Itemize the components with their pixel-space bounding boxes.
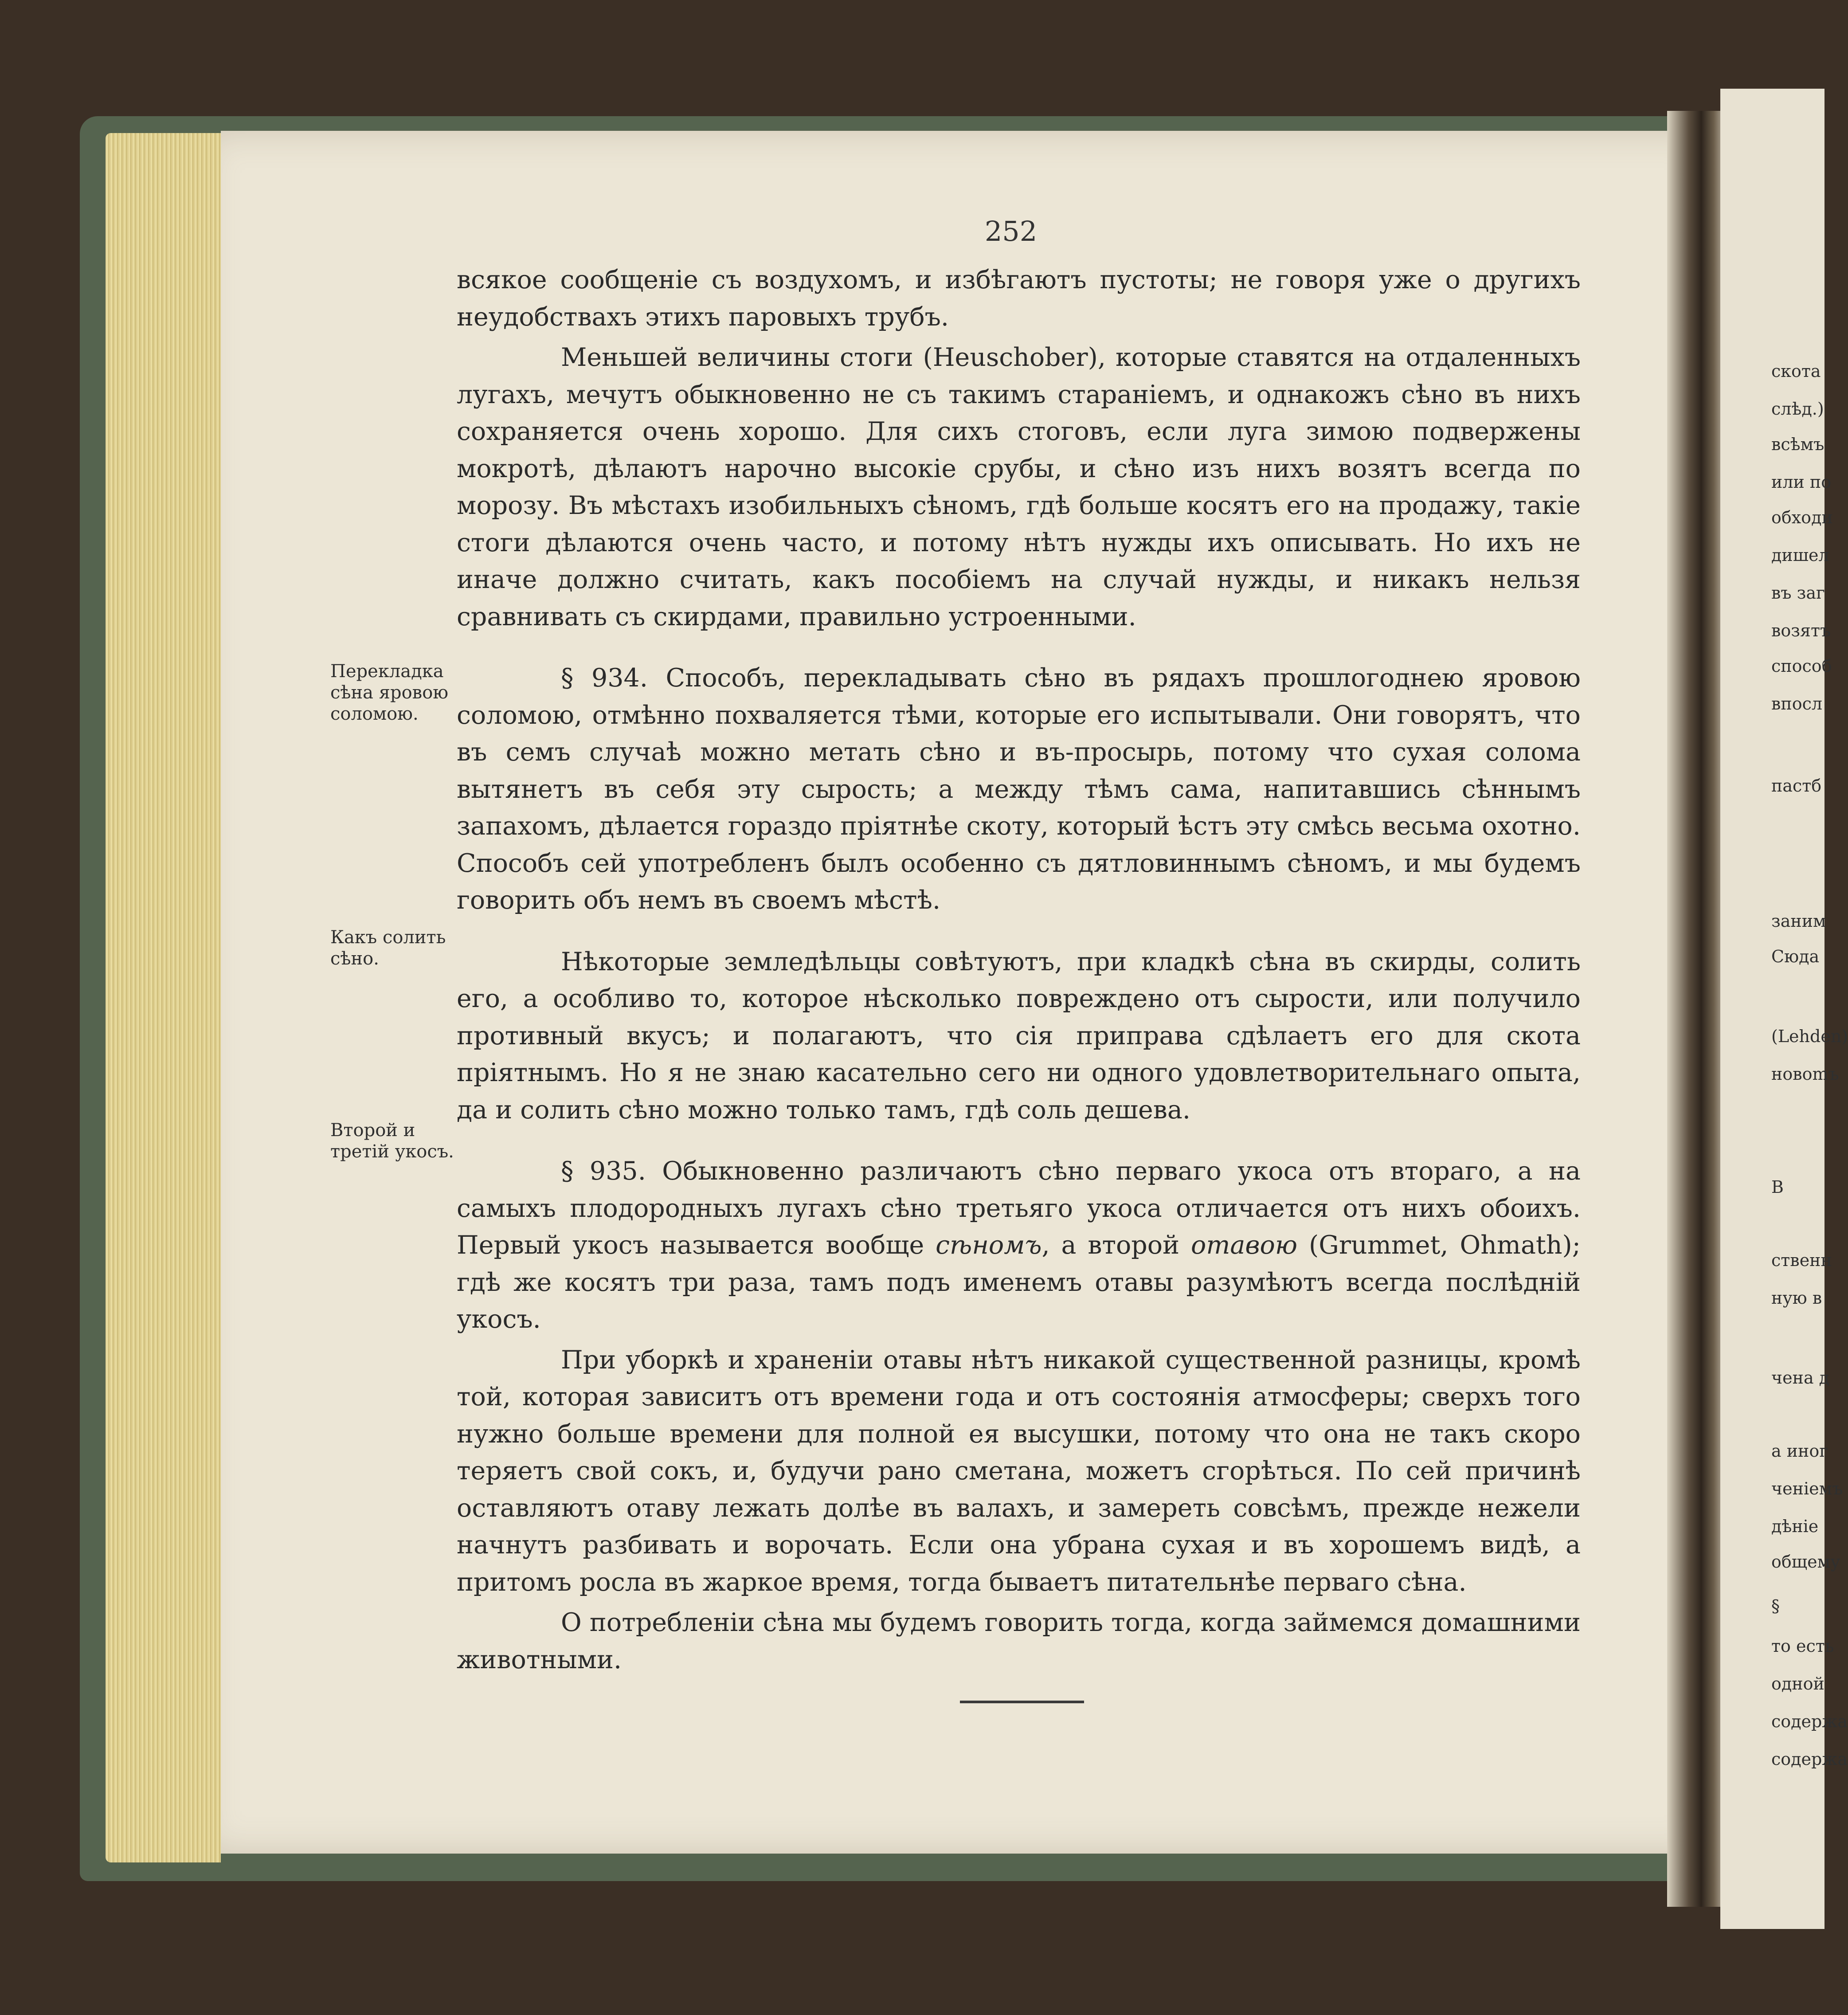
paragraph-934: § 934. Способъ, перекладывать сѣно въ рядахъ прошлогоднею яровою соломою, отмѣнно похваляется тѣми, которые его испытывали. Они говорятъ, что въ семъ случаѣ можно метать сѣно и въ-просырь, потому что сухая солома вытянетъ въ себя эту сырость; а между тѣмъ сама, напитавшись сѣннымъ запахомъ, дѣлается гораздо прiятнѣе скоту, который ѣстъ эту смѣсь весьма охотно. Способъ сей употребленъ былъ особенно съ дятловиннымъ сѣномъ, и мы будемъ говорить объ немъ въ своемъ мѣстѣ. bbox=[457, 663, 1581, 915]
page-number: 252 bbox=[984, 215, 1038, 247]
paragraph-935-part2: , а второй bbox=[1041, 1231, 1180, 1260]
facing-fragment: ственн bbox=[1771, 1251, 1832, 1270]
page-edges bbox=[106, 133, 221, 1862]
facing-fragment: дѣнiе bbox=[1771, 1517, 1819, 1536]
facing-fragment: въ заг bbox=[1771, 583, 1825, 603]
end-rule bbox=[960, 1701, 1084, 1703]
facing-fragment: слѣд.) bbox=[1771, 399, 1824, 419]
paragraph-continuation: всякое сообщенiе съ воздухомъ, и избѣгаютъ пустоты; не говоря уже о другихъ неудобствахъ этихъ паровыхъ трубъ. bbox=[457, 265, 1581, 332]
paragraph-heuschober: Меньшей величины стоги (Heuschober), которые ставятся на отдаленныхъ лугахъ, мечутъ обыкновенно не съ такимъ старанiемъ, и однакожъ сѣно въ нихъ сохраняется очень хорошо. Для сихъ стоговъ, если луга зимою подвержены мокротѣ, дѣлаютъ нарочно высокiе срубы, и сѣно изъ нихъ возятъ всегда по морозу. Въ мѣстахъ изобильныхъ сѣномъ, гдѣ больше косятъ его на продажу, такiе стоги дѣлаются очень часто, и потому нѣтъ нужды ихъ описывать. Но ихъ не иначе должно считать, какъ пособiемъ на случай нужды, и никакъ нельзя сравнивать съ скирдами, правильно устроенными. bbox=[457, 343, 1581, 631]
term-otava: отавою bbox=[1191, 1231, 1298, 1260]
paragraph-conclusion: О потребленiи сѣна мы будемъ говорить тогда, когда займемся домашними животными. bbox=[457, 1608, 1581, 1674]
facing-fragment: всѣмъ bbox=[1771, 435, 1825, 454]
facing-fragment: пастб bbox=[1771, 776, 1822, 796]
facing-fragment: новоmъ bbox=[1771, 1064, 1839, 1084]
facing-fragment: а иног bbox=[1771, 1441, 1828, 1461]
facing-fragment: способ bbox=[1771, 656, 1832, 676]
facing-fragment: ченiемъ bbox=[1771, 1479, 1843, 1498]
facing-fragment: обходи bbox=[1771, 508, 1833, 527]
paragraph-otava: При уборкѣ и храненiи отавы нѣтъ никакой существенной разницы, кромѣ той, которая зависитъ отъ времени года и отъ состоянiя атмосферы; сверхъ того нужно больше времени для полной ея высушки, потому что она не такъ скоро теряетъ свой сокъ, и, будучи рано сметана, можетъ сгорѣться. По сей причинѣ оставляютъ отаву лежать долѣе въ валахъ, и замерeть совсѣмъ, прежде нежели начнутъ разбивать и ворочать. Если она убрана сухая и въ хорошемъ видѣ, а притомъ росла въ жаркое время, тогда бываетъ питательнѣе перваго сѣна. bbox=[457, 1345, 1581, 1597]
main-text bbox=[457, 262, 1581, 1678]
facing-fragment: содержа bbox=[1771, 1712, 1848, 1731]
term-seno: сѣномъ bbox=[936, 1231, 1042, 1260]
sidenote-straw: Перекладка сѣна яровою соломою. bbox=[330, 661, 449, 724]
facing-fragment: или по bbox=[1771, 472, 1832, 492]
facing-fragment: впосл bbox=[1771, 694, 1823, 713]
facing-fragment: § bbox=[1771, 1596, 1780, 1616]
sidenote-second-cut: Второй и третiй укосъ. bbox=[330, 1120, 454, 1162]
paragraph-935-part3: (Grummet, Ohmath); гдѣ же косятъ три раза, тамъ подъ именемъ отавы разумѣютъ всегда послѣднiй укосъ. bbox=[457, 1231, 1581, 1334]
facing-fragment: то есть bbox=[1771, 1636, 1834, 1656]
facing-fragment: заним bbox=[1771, 911, 1826, 931]
sidenote-salting: Какъ солить сѣно. bbox=[330, 927, 446, 969]
facing-fragment: дишел bbox=[1771, 545, 1829, 565]
facing-fragment: В bbox=[1771, 1177, 1784, 1197]
book-gutter bbox=[1667, 111, 1729, 1907]
facing-fragment: возятъ bbox=[1771, 621, 1831, 640]
facing-fragment: ную в bbox=[1771, 1288, 1822, 1308]
facing-fragment: Сюда bbox=[1771, 947, 1820, 966]
paragraph-salting: Нѣкоторые земледѣльцы совѣтуютъ, при кладкѣ сѣна въ скирды, солить его, а особливо то, которое нѣсколько повреждено отъ сырости, или получило противный вкусъ; и полагаютъ, что сiя приправа сдѣлаетъ его для скота прiятнымъ. Но я не знаю касательно сего ни одного удовлетворительнаго опыта, да и солить сѣно можно только тамъ, гдѣ соль дешева. bbox=[457, 947, 1581, 1125]
paragraph-935-part1: § 935. Обыкновенно различаютъ сѣно перваго укоса отъ втораго, а на самыхъ плодородныхъ лугахъ сѣно третьяго укоса отличается отъ нихъ обоихъ. Первый укосъ называется вообще bbox=[457, 1156, 1581, 1260]
facing-fragment: содержа bbox=[1771, 1749, 1848, 1769]
facing-fragment: скота bbox=[1771, 361, 1821, 381]
paragraph-935 bbox=[457, 1153, 1581, 1338]
facing-fragment: (Lehden) bbox=[1771, 1027, 1848, 1046]
facing-fragment: чена д bbox=[1771, 1368, 1830, 1388]
facing-fragment: одной bbox=[1771, 1674, 1825, 1694]
facing-fragment: общему bbox=[1771, 1552, 1840, 1572]
